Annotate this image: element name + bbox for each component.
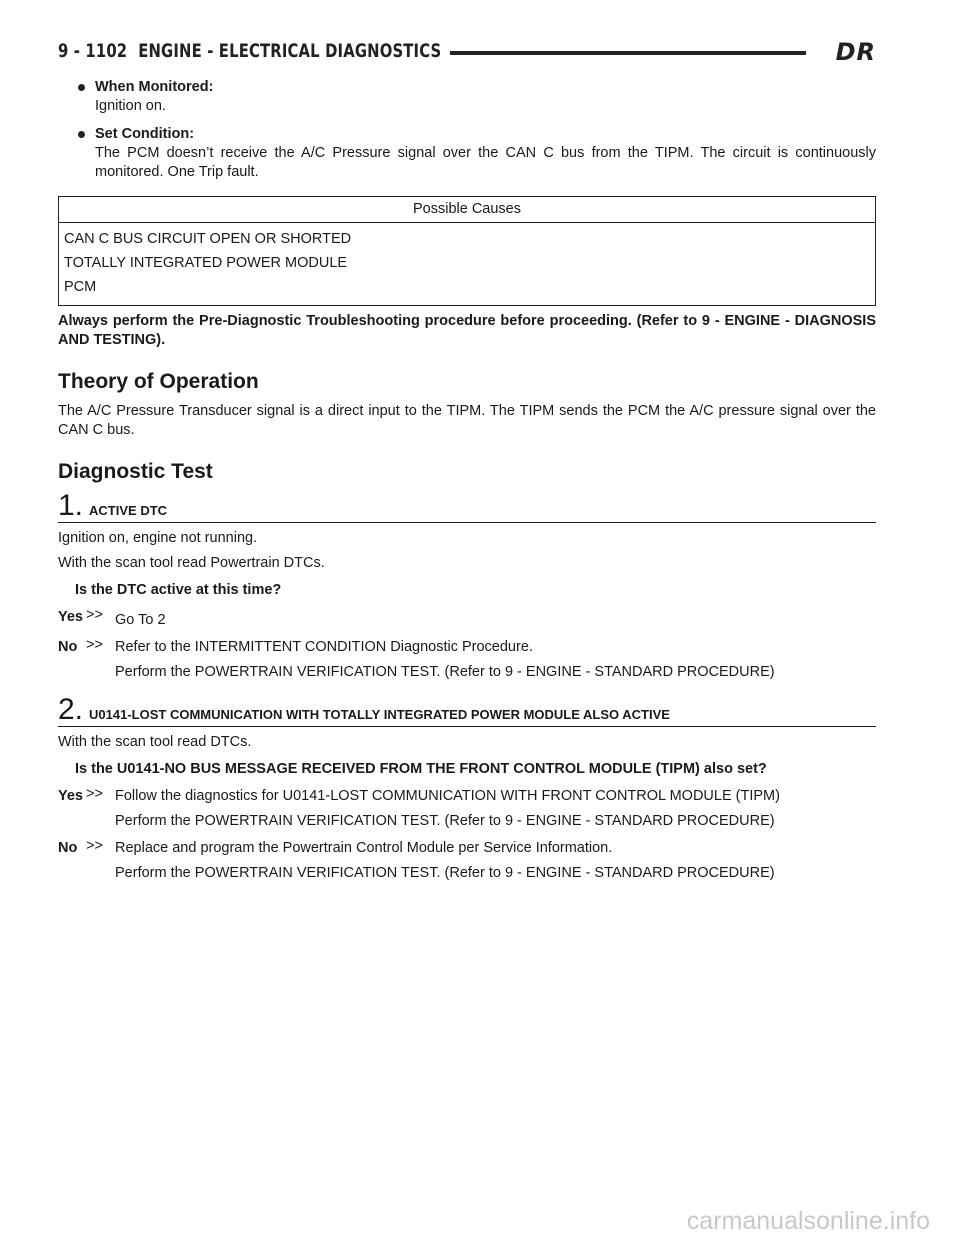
answer-arrow: >>	[86, 637, 103, 653]
answer-label-text: No	[58, 840, 78, 856]
header-tag: DR	[835, 38, 876, 66]
theory-text: The A/C Pressure Transducer signal is a direct input to the TIPM. The TIPM sends the PCM the A/C pressure signal over the CAN C bus.	[58, 403, 876, 438]
causes-body	[59, 223, 875, 305]
answer-label	[58, 608, 115, 630]
answer-line: Follow the diagnostics for U0141-LOST COMMUNICATION WITH FRONT CONTROL MODULE (TIPM)	[115, 788, 780, 804]
answer-line: Replace and program the Powertrain Control Module per Service Information.	[115, 840, 613, 856]
cause-item: TOTALLY INTEGRATED POWER MODULE	[64, 255, 348, 271]
bullet-dot-icon	[78, 131, 85, 138]
answer-line: Perform the POWERTRAIN VERIFICATION TEST. (Refer to 9 - ENGINE - STANDARD PROCEDURE)	[115, 865, 775, 881]
step-number: 2.	[58, 693, 84, 726]
answer-label	[58, 638, 115, 682]
answer-body	[115, 638, 876, 682]
answer-arrow: >>	[86, 838, 103, 854]
step-question: Is the DTC active at this time?	[75, 582, 282, 598]
page-number: 9 - 1102	[58, 40, 128, 62]
bullet-set-condition	[58, 125, 876, 182]
answer-body	[115, 787, 876, 831]
answer-body	[115, 839, 876, 883]
bullet-list	[58, 78, 876, 182]
step-line: Ignition on, engine not running.	[58, 530, 258, 546]
bullet-body: Ignition on.	[95, 98, 166, 114]
answer-no	[58, 839, 876, 883]
cause-item: CAN C BUS CIRCUIT OPEN OR SHORTED	[64, 231, 352, 247]
cause-item: PCM	[64, 279, 97, 295]
step-header	[58, 693, 876, 727]
possible-causes-table	[58, 196, 876, 306]
pre-diagnostic-note: Always perform the Pre-Diagnostic Troubleshooting procedure before proceeding. (Refer to 9 - ENGINE - DIAGNOSIS AND TESTING).	[58, 313, 876, 348]
header-rule	[450, 51, 806, 55]
bullet-dot-icon	[78, 84, 85, 91]
answer-arrow: >>	[86, 607, 103, 623]
answer-label-text: Yes	[58, 788, 83, 804]
step-number: 1.	[58, 489, 84, 522]
answer-yes	[58, 787, 876, 831]
bullet-body: The PCM doesn’t receive the A/C Pressure signal over the CAN C bus from the TIPM. The circuit is continuously monitored. One Trip fault.	[95, 145, 876, 180]
document-page	[58, 36, 876, 883]
answer-label-text: Yes	[58, 609, 83, 625]
step-line: With the scan tool read DTCs.	[58, 734, 252, 750]
causes-header: Possible Causes	[59, 197, 875, 223]
answer-arrow: >>	[86, 786, 103, 802]
header-title: ENGINE - ELECTRICAL DIAGNOSTICS	[138, 40, 442, 62]
answer-no	[58, 638, 876, 682]
answer-line: Perform the POWERTRAIN VERIFICATION TEST. (Refer to 9 - ENGINE - STANDARD PROCEDURE)	[115, 813, 775, 829]
bullet-title: Set Condition:	[95, 126, 195, 142]
answer-label	[58, 787, 115, 831]
theory-heading: Theory of Operation	[58, 370, 259, 393]
answer-body	[115, 608, 876, 630]
answer-yes	[58, 608, 876, 630]
diagnostic-heading: Diagnostic Test	[58, 460, 213, 483]
header-text	[58, 40, 441, 62]
watermark: carmanualsonline.info	[686, 1207, 930, 1235]
answer-label	[58, 839, 115, 883]
bullet-when-monitored	[58, 78, 876, 116]
page-header	[58, 36, 876, 66]
step-line: With the scan tool read Powertrain DTCs.	[58, 555, 325, 571]
step-title: U0141-LOST COMMUNICATION WITH TOTALLY INTEGRATED POWER MODULE ALSO ACTIVE	[89, 707, 670, 722]
step-question: Is the U0141-NO BUS MESSAGE RECEIVED FROM THE FRONT CONTROL MODULE (TIPM) also set?	[75, 761, 767, 777]
bullet-title: When Monitored:	[95, 79, 214, 95]
step-title: ACTIVE DTC	[89, 503, 168, 518]
answer-line: Perform the POWERTRAIN VERIFICATION TEST. (Refer to 9 - ENGINE - STANDARD PROCEDURE)	[115, 664, 775, 680]
answer-line: Refer to the INTERMITTENT CONDITION Diagnostic Procedure.	[115, 639, 533, 655]
answer-label-text: No	[58, 639, 78, 655]
step-header	[58, 489, 876, 523]
answer-line: Go To 2	[115, 612, 166, 628]
